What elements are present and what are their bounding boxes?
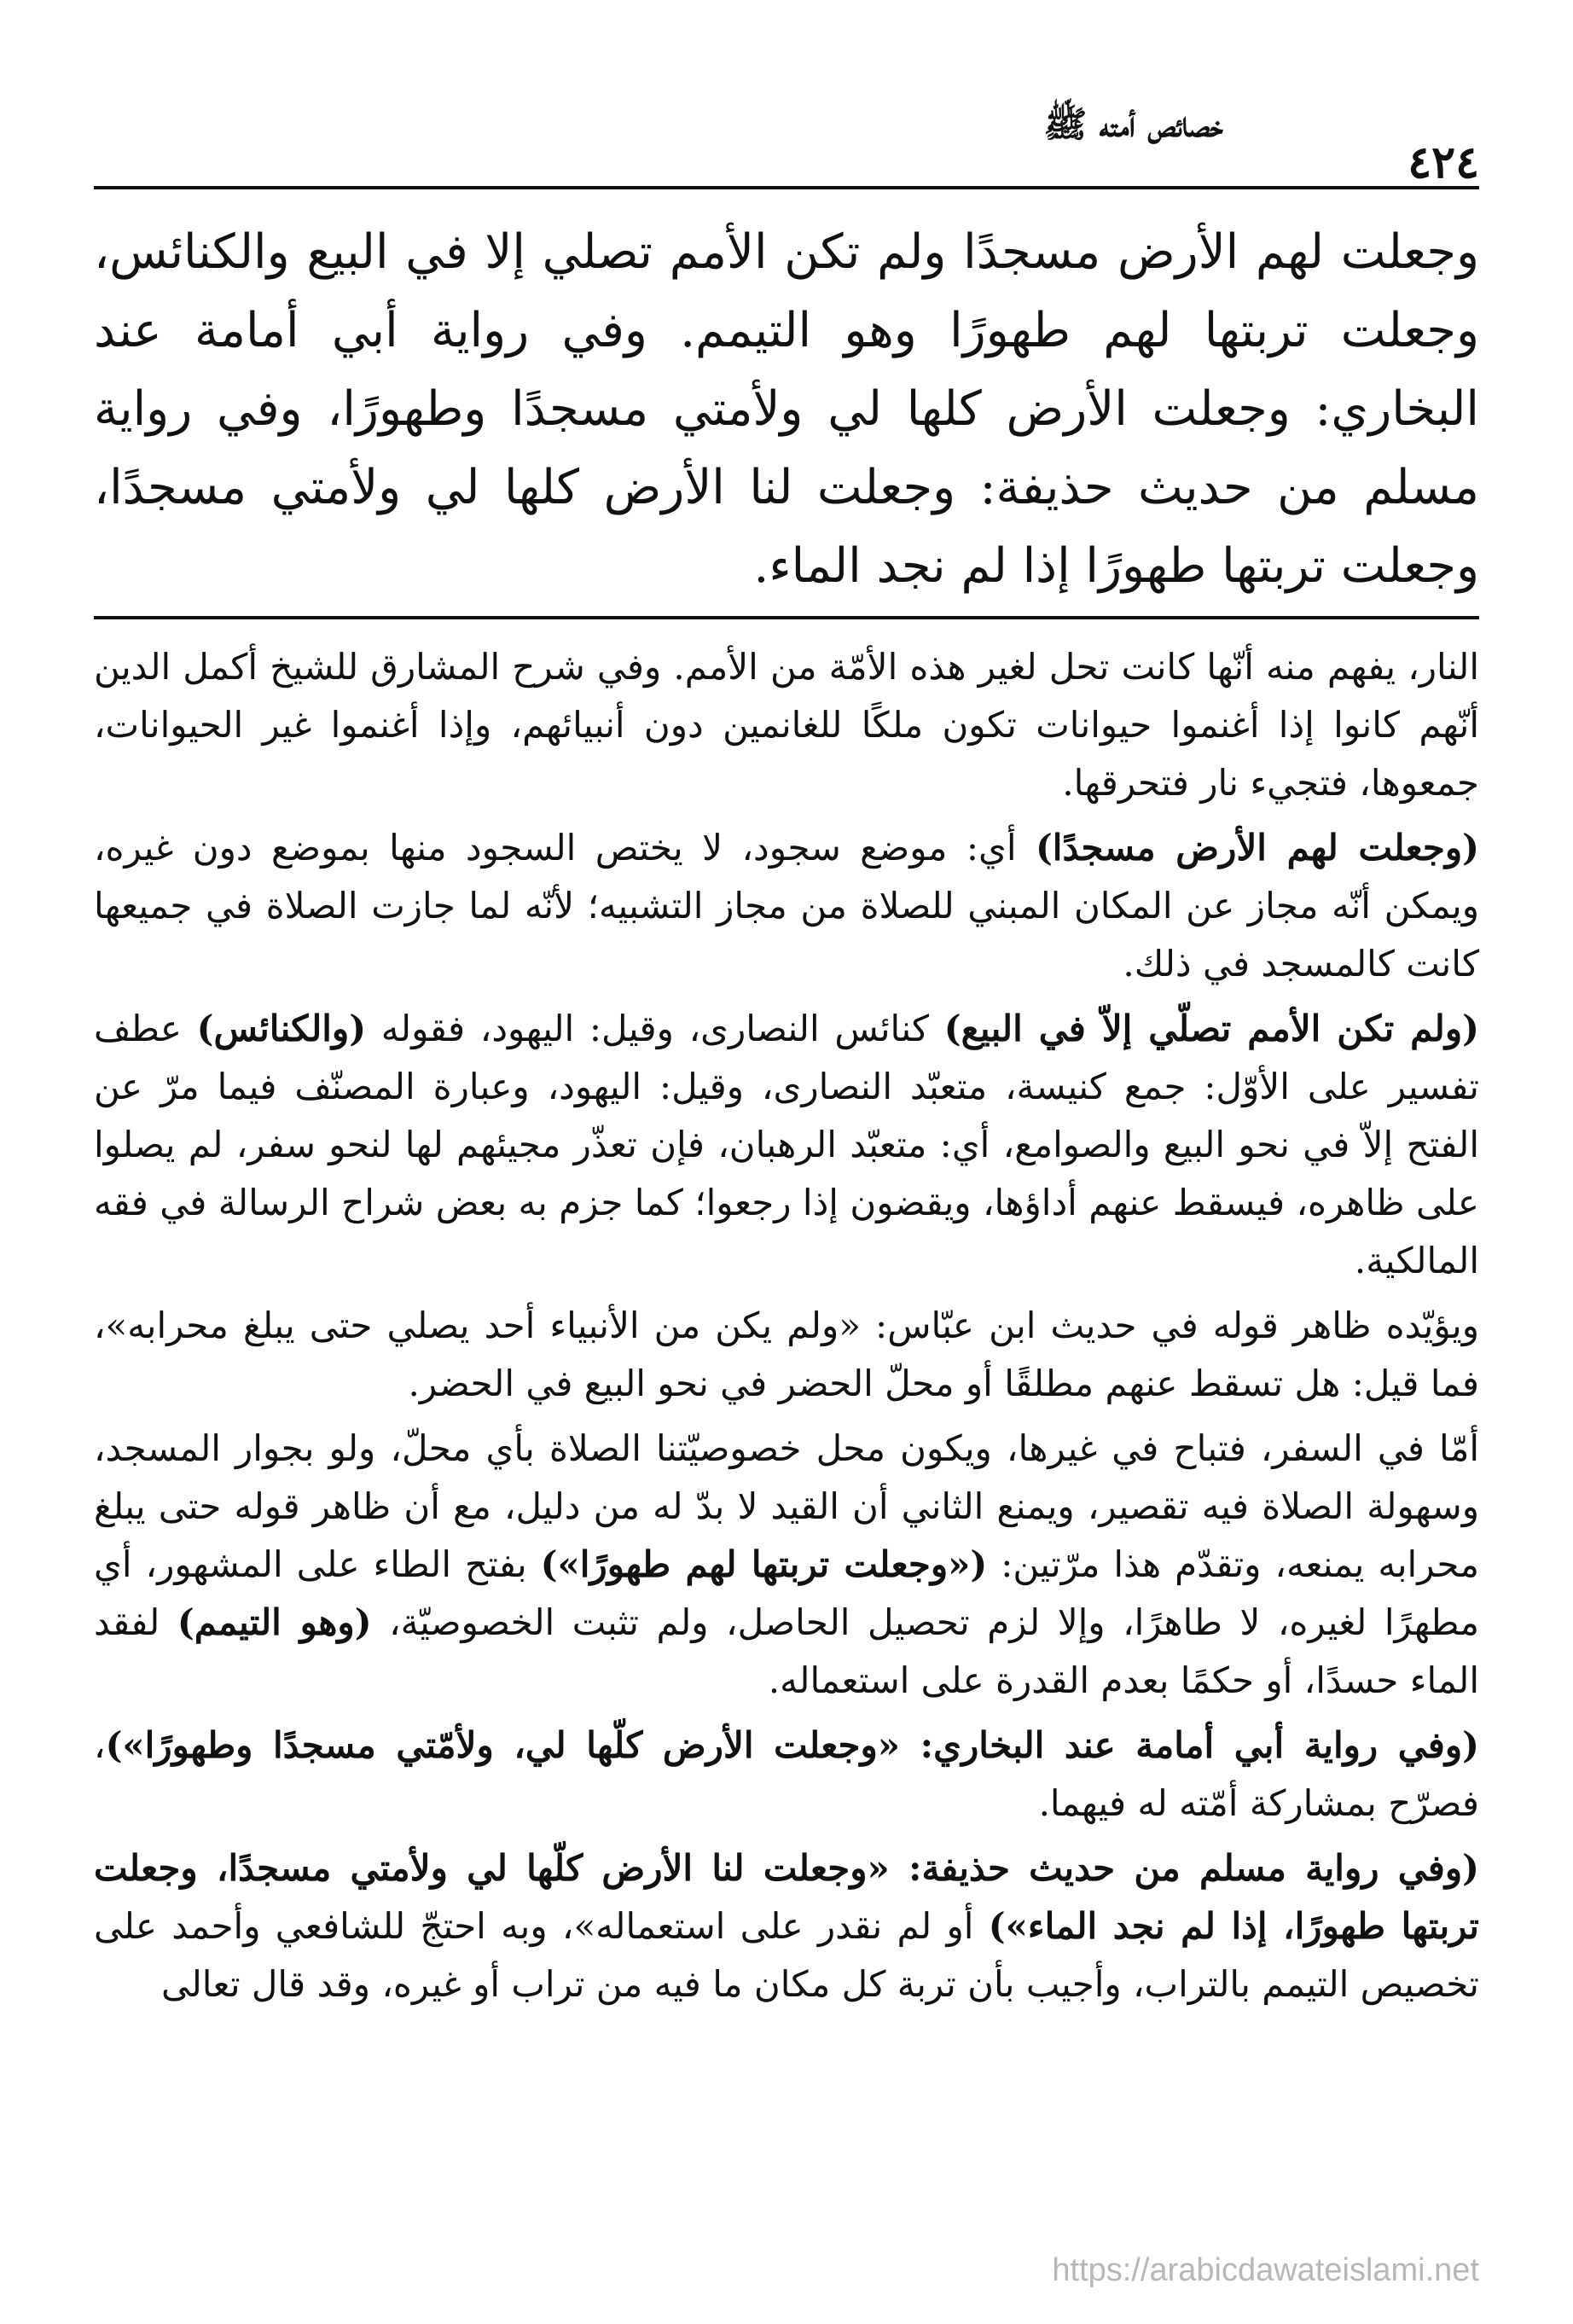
commentary-text: بفتح الطاء على المشهور، أي مطهرًا لغيره، لا طاهرًا، وإلا لزم تحصيل الحاصل، ولم تثبت الخصوصيّة، <box>94 1543 1480 1643</box>
quoted-lemma: (وفي رواية أبي أمامة عند البخاري: «وجعلت الأرض كلّها لي، ولأمّتي مسجدًا وطهورًا») <box>105 1724 1479 1766</box>
commentary-paragraph-6 <box>94 1717 1479 1833</box>
commentary-text: أو لم نقدر على استعماله»، وبه احتجّ للشافعي وأحمد على تخصيص التيمم بالتراب، وأجيب بأن تربة كل مكان ما فيه من تراب أو غيره، وقد قال تعالى <box>94 1905 1479 2005</box>
quoted-lemma: (ولم تكن الأمم تصلّي إلاّ في البيع) <box>943 1008 1479 1049</box>
quoted-lemma: («وجعلت تربتها لهم طهورًا») <box>540 1543 988 1585</box>
commentary-text: عطف تفسير على الأوّل: جمع كنيسة، متعبّد النصارى، وقيل: اليهود، وعبارة المصنّف فيما مرّ عن الفتح إلاّ في نحو البيع والصوامع، أي: متعبّد الرهبان، فإن تعذّر مجيئهم لها لنحو سفر، لم يصلوا على ظاهره، فيسقط عنهم أداؤها، ويقضون إذا رجعوا؛ كما جزم به بعض شراح الرسالة في فقه المالكية. <box>94 1008 1479 1281</box>
commentary-paragraph-7 <box>94 1839 1479 2013</box>
quoted-lemma: (وهو التيمم) <box>177 1601 372 1643</box>
main-text <box>94 213 1479 606</box>
commentary-paragraph-5 <box>94 1420 1479 1710</box>
commentary-paragraph-1: النار، يفهم منه أنّها كانت تحل لغير هذه الأمّة من الأمم. وفي شرح المشارق للشيخ أكمل الدين أنّهم كانوا إذا أغنموا حيوانات تكون ملكًا للغانمين دون أنبيائهم، وإذا أغنموا غير الحيوانات، جمعوها، فتجيء نار فتحرقها. <box>94 646 1479 804</box>
matn-paragraph: وجعلت لهم الأرض مسجدًا ولم تكن الأمم تصلي إلا في البيع والكنائس، وجعلت تربتها لهم طهورًا وهو التيمم. وفي رواية أبي أمامة عند البخاري: وجعلت الأرض كلها لي ولأمتي مسجدًا وطهورًا، وفي رواية مسلم من حديث حذيفة: وجعلت لنا الأرض كلها لي ولأمتي مسجدًا، وجعلت تربتها طهورًا إذا لم نجد الماء. <box>94 224 1479 594</box>
commentary-divider <box>94 616 1479 619</box>
header-rule <box>94 186 1479 189</box>
quoted-lemma: (والكنائس) <box>196 1008 367 1049</box>
commentary <box>94 638 1479 2020</box>
page-number: ٤٢٤ <box>1408 137 1479 189</box>
watermark-url: https://arabicdawateislami.net <box>1052 2252 1479 2288</box>
commentary-text: أي: موضع سجود، لا يختص السجود منها بموضع دون غيره، ويمكن أنّه مجاز عن المكان المبني للصلاة من مجاز التشبيه؛ لأنّه لما جازت الصلاة في جميعها كانت كالمسجد في ذلك. <box>94 827 1479 985</box>
page-header <box>94 102 1479 196</box>
commentary-text: كنائس النصارى، وقيل: اليهود، فقوله <box>366 1008 944 1049</box>
commentary-text: ، فصرّح بمشاركة أمّته له فيهما. <box>94 1724 1479 1824</box>
commentary-paragraph-4: ويؤيّده ظاهر قوله في حديث ابن عبّاس: «ولم يكن من الأنبياء أحد يصلي حتى يبلغ محرابه»، فما قيل: هل تسقط عنهم مطلقًا أو محلّ الحضر في نحو البيع في الحضر. <box>94 1304 1479 1404</box>
quoted-lemma: (وجعلت لهم الأرض مسجدًا) <box>1035 827 1479 869</box>
commentary-text: لفقد الماء حسدًا، أو حكمًا بعدم القدرة على استعماله. <box>94 1601 1479 1701</box>
running-title: خصائص أمته ﷺ <box>1043 103 1223 145</box>
commentary-text: أمّا في السفر، فتباح في غيرها، ويكون محل خصوصيّتنا الصلاة بأي محلّ، ولو بجوار المسجد، وسهولة الصلاة فيه تقصير، ويمنع الثاني أن القيد لا بدّ له من دليل، مع أن ظاهر قوله حتى يبلغ محرابه يمنعه، وتقدّم هذا مرّتين: <box>94 1427 1479 1585</box>
quoted-lemma: (وفي رواية مسلم من حديث حذيفة: «وجعلت لنا الأرض كلّها لي ولأمتي مسجدًا، وجعلت تربتها طهورًا، إذا لم نجد الماء») <box>94 1847 1479 1947</box>
commentary-paragraph-3 <box>94 1000 1479 1290</box>
commentary-paragraph-2 <box>94 819 1479 993</box>
